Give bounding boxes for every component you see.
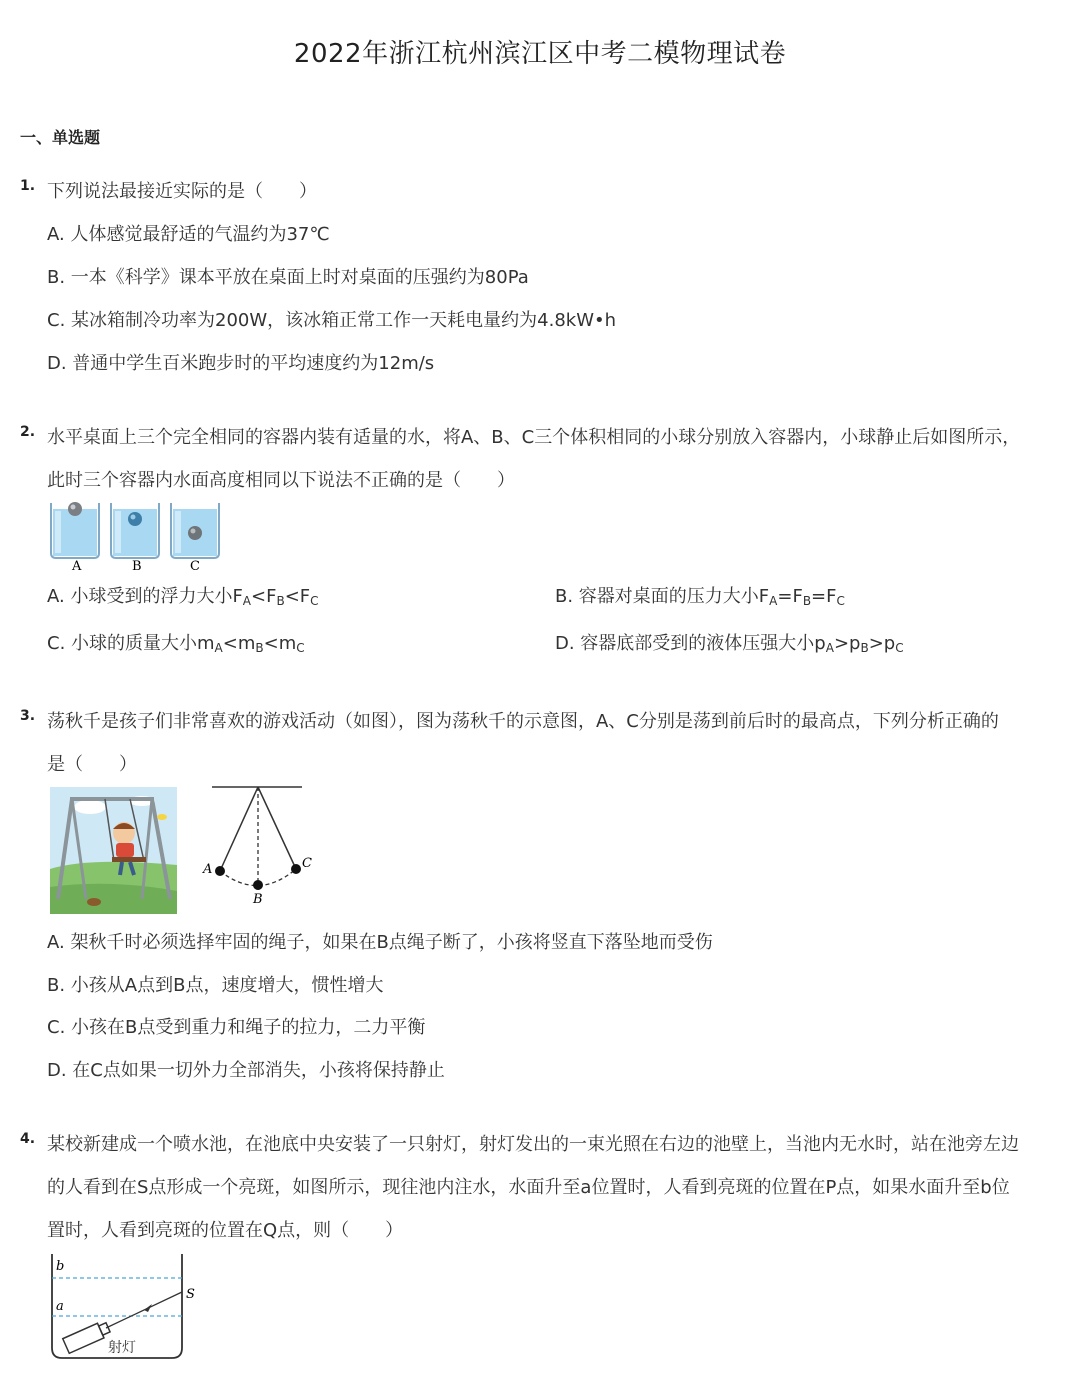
container-a — [51, 502, 99, 558]
figure-label-c: C — [302, 856, 312, 871]
option-text: <m — [263, 633, 297, 654]
option-d[interactable] — [555, 629, 904, 655]
option-b[interactable] — [555, 582, 845, 608]
swing-illustration — [50, 787, 177, 914]
question-number: 3. — [20, 708, 36, 724]
option-text: <F — [284, 586, 311, 607]
question-stem: 某校新建成一个喷水池，在池底中央安装了一只射灯，射灯发出的一束光照在右边的池壁上，当池内无水时，站在池旁左边 — [47, 1134, 1019, 1155]
option-a[interactable]: A. 架秋千时必须选择牢固的绳子，如果在B点绳子断了，小孩将竖直下落坠地而受伤 — [47, 932, 713, 953]
option-a[interactable] — [47, 582, 319, 608]
page-title: 2022年浙江杭州滨江区中考二模物理试卷 — [293, 39, 787, 69]
question-number: 2. — [20, 424, 36, 440]
option-text: >p — [868, 633, 896, 654]
question-number: 4. — [20, 1131, 36, 1147]
question-stem: 是（ ） — [47, 754, 137, 775]
option-d[interactable]: D. 普通中学生百米跑步时的平均速度约为12m/s — [47, 353, 435, 374]
subscript: B — [255, 641, 264, 655]
figure-label-b: B — [132, 559, 142, 574]
pool-diagram — [44, 1252, 204, 1362]
water-level-b-label: b — [56, 1259, 65, 1274]
question-stem: 此时三个容器内水面高度相同以下说法不正确的是（ ） — [47, 470, 515, 491]
container-b — [111, 503, 159, 558]
subscript: B — [802, 594, 812, 608]
section-heading: 一、单选题 — [20, 128, 101, 147]
option-c[interactable] — [47, 629, 305, 655]
question-number: 1. — [20, 178, 36, 194]
option-text: <F — [251, 586, 277, 607]
question-stem: 荡秋千是孩子们非常喜欢的游戏活动（如图），图为荡秋千的示意图，A、C分别是荡到前后时的最高点，下列分析正确的 — [47, 711, 999, 732]
containers-figure — [45, 497, 225, 575]
option-text: <m — [222, 633, 256, 654]
option-d[interactable]: D. 在C点如果一切外力全部消失，小孩将保持静止 — [47, 1060, 445, 1081]
subscript: A — [214, 641, 223, 655]
spotlight-label: 射灯 — [108, 1340, 136, 1356]
question-stem: 的人看到在S点形成一个亮斑，如图所示，现往池内注水，水面升至a位置时，人看到亮斑的位置在P点，如果水面升至b位 — [47, 1177, 1010, 1198]
subscript: A — [769, 594, 778, 608]
option-text: >p — [833, 633, 861, 654]
point-s-label: S — [186, 1287, 195, 1302]
figure-label-c: C — [190, 559, 200, 574]
question-stem: 水平桌面上三个完全相同的容器内装有适量的水，将A、B、C三个体积相同的小球分别放入容器内，小球静止后如图所示， — [47, 427, 1021, 448]
figure-label-a: A — [203, 862, 213, 877]
subscript: C — [895, 641, 904, 655]
water-level-a-label: a — [56, 1299, 64, 1314]
subscript: C — [310, 594, 319, 608]
option-b[interactable]: B. 一本《科学》课本平放在桌面上时对桌面的压强约为80Pa — [47, 267, 529, 288]
question-stem: 置时，人看到亮斑的位置在Q点，则（ ） — [47, 1220, 404, 1241]
subscript: A — [825, 641, 834, 655]
question-stem: 下列说法最接近实际的是（ ） — [47, 181, 317, 202]
subscript: B — [860, 641, 869, 655]
container-c — [171, 503, 219, 558]
option-text: =F — [811, 586, 837, 607]
option-a[interactable]: A. 人体感觉最舒适的气温约为37℃ — [47, 224, 330, 245]
option-text: =F — [777, 586, 803, 607]
subscript: B — [276, 594, 285, 608]
option-c[interactable]: C. 小孩在B点受到重力和绳子的拉力，二力平衡 — [47, 1017, 426, 1038]
option-c[interactable]: C. 某冰箱制冷功率为200W，该冰箱正常工作一天耗电量约为4.8kW•h — [47, 310, 617, 331]
option-text: A. 小球受到的浮力大小F — [47, 586, 243, 607]
option-text: C. 小球的质量大小m — [47, 633, 215, 654]
option-text: D. 容器底部受到的液体压强大小p — [555, 633, 826, 654]
figure-label-a: A — [72, 559, 82, 574]
option-b[interactable]: B. 小孩从A点到B点，速度增大，惯性增大 — [47, 975, 384, 996]
subscript: A — [242, 594, 252, 608]
subscript: C — [296, 641, 305, 655]
subscript: C — [836, 594, 845, 608]
option-text: B. 容器对桌面的压力大小F — [555, 586, 770, 607]
figure-label-b: B — [253, 892, 263, 907]
pendulum-diagram — [200, 783, 310, 909]
